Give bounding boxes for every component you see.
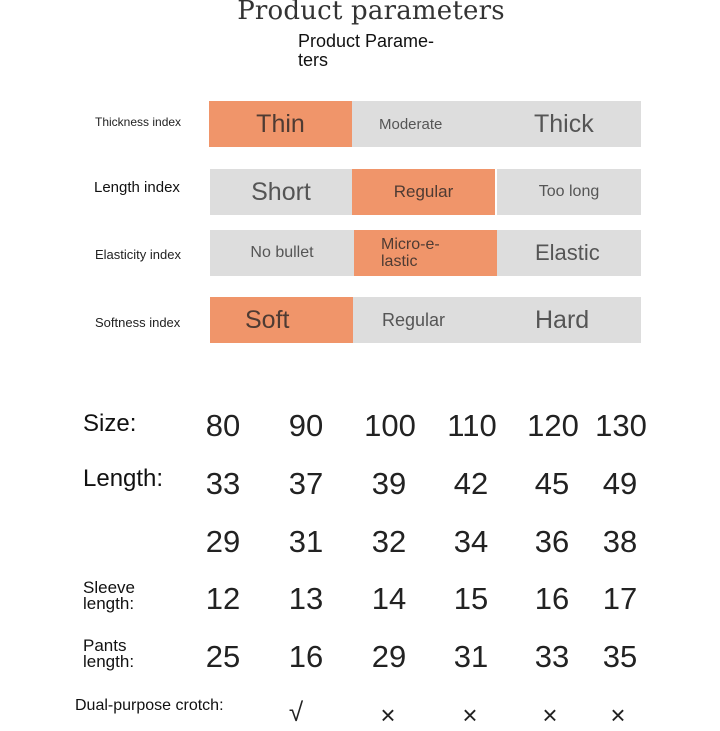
unlabeled-value: 29 [205, 524, 241, 559]
crotch-mark: × [462, 700, 478, 730]
unlabeled-value: 32 [371, 524, 407, 559]
length-row-label: Length: [83, 465, 164, 492]
option-hard: Hard [497, 297, 641, 343]
unlabeled-value: 38 [602, 524, 638, 559]
option-thick: Thick [498, 101, 641, 147]
pants-length-value: 33 [534, 639, 570, 674]
option-micro-elastic: Micro-e- lastic [354, 230, 497, 276]
unlabeled-value: 31 [288, 524, 324, 559]
size-row-label: Size: [83, 410, 137, 437]
page-subtitle: Product Parame- ters [298, 31, 435, 70]
crotch-mark: √ [288, 697, 304, 727]
length-value: 42 [453, 466, 489, 501]
size-value: 130 [595, 408, 647, 443]
option-elastic: Elastic [497, 230, 641, 276]
length-value: 45 [534, 466, 570, 501]
crotch-mark: × [380, 700, 396, 730]
sleeve-length-value: 14 [371, 581, 407, 616]
size-value: 90 [288, 408, 324, 443]
sleeve-length-value: 17 [602, 581, 638, 616]
sleeve-length-value: 12 [205, 581, 241, 616]
size-value: 80 [205, 408, 241, 443]
dual-purpose-crotch-row-label: Dual-purpose crotch: [75, 697, 224, 714]
length-value: 33 [205, 466, 241, 501]
sleeve-length-value: 16 [534, 581, 570, 616]
param-label-elasticity: Elasticity index [95, 247, 181, 262]
pants-length-value: 31 [453, 639, 489, 674]
unlabeled-value: 34 [453, 524, 489, 559]
pants-length-value: 16 [288, 639, 324, 674]
option-soft: Soft [210, 297, 353, 343]
option-thin: Thin [209, 101, 352, 147]
pants-length-value: 29 [371, 639, 407, 674]
param-label-length: Length index [94, 179, 180, 196]
pants-length-value: 25 [205, 639, 241, 674]
sleeve-length-value: 15 [453, 581, 489, 616]
size-value: 120 [527, 408, 579, 443]
param-label-thickness: Thickness index [95, 115, 182, 129]
pants-length-row-label: Pants length: [83, 636, 135, 671]
length-value: 37 [288, 466, 324, 501]
option-regular-softness: Regular [353, 297, 497, 343]
pants-length-value: 35 [602, 639, 638, 674]
option-regular-length: Regular [352, 169, 495, 215]
option-too-long: Too long [497, 169, 641, 215]
crotch-mark: × [610, 700, 626, 730]
size-value: 110 [447, 408, 497, 443]
sleeve-length-row-label: Sleeve length: [83, 578, 135, 613]
param-label-softness: Softness index [95, 315, 181, 330]
page-title: Product parameters [237, 0, 505, 26]
crotch-mark: × [542, 700, 558, 730]
length-value: 39 [371, 466, 407, 501]
option-short: Short [210, 169, 352, 215]
size-value: 100 [364, 408, 416, 443]
unlabeled-value: 36 [534, 524, 570, 559]
option-moderate: Moderate [352, 101, 498, 147]
option-no-bullet: No bullet [210, 230, 354, 276]
length-value: 49 [602, 466, 638, 501]
sleeve-length-value: 13 [288, 581, 324, 616]
